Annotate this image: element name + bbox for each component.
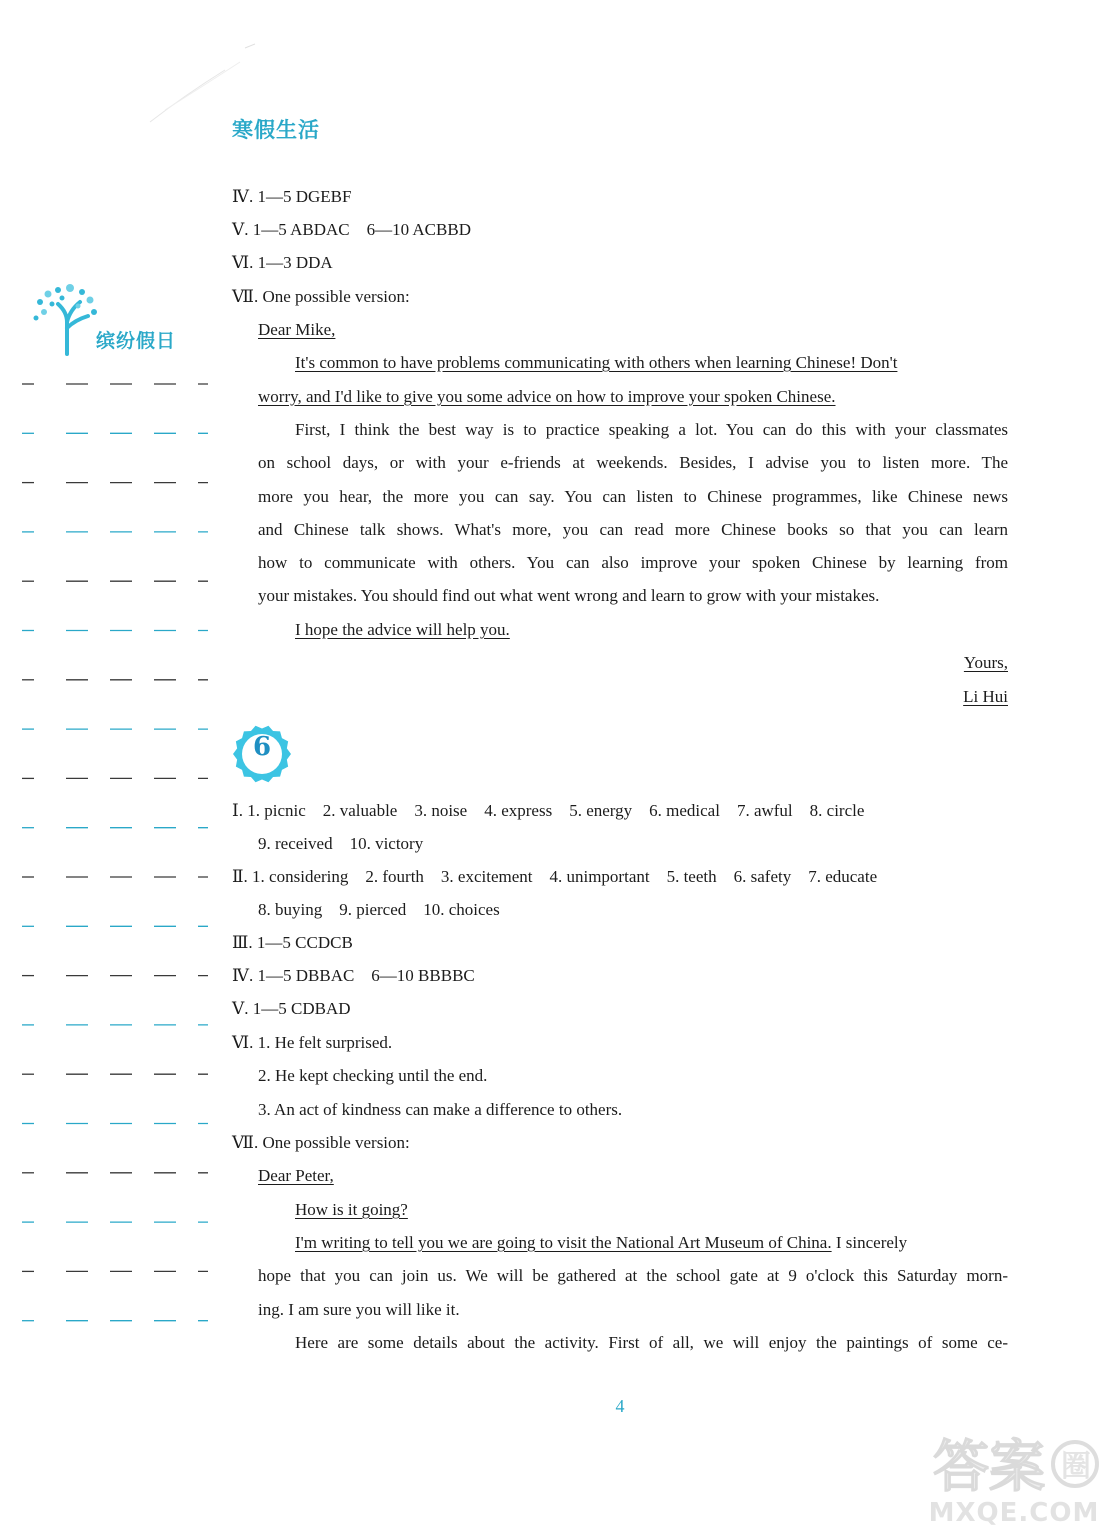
answer-line-v: Ⅴ. 1—5 CDBAD [232, 999, 351, 1018]
answer-line-vi: 2. He kept checking until the end. [258, 1066, 488, 1085]
svg-text:圈: 圈 [1061, 1449, 1091, 1484]
letter-closing: Yours, [963, 653, 1008, 672]
section-number: 6 [252, 732, 272, 762]
letter-text: I hope the advice will help you. [295, 620, 510, 639]
answer-line-ii: 8. buying 9. pierced 10. choices [258, 900, 500, 919]
letter-text: It's common to have problems communicating with others when learning Chinese! Don't [295, 353, 898, 372]
margin-dashed-lines [16, 370, 208, 1340]
letter-text: more you hear, the more you can say. You can listen to Chinese programmes, like Chinese news [258, 487, 1008, 506]
letter-text: I sincerely [831, 1233, 908, 1252]
answer-line-iv: Ⅳ. 1—5 DBBAC 6—10 BBBBC [232, 966, 475, 985]
logo-text: 缤纷假日 [96, 330, 177, 352]
answer-line-v: Ⅴ. 1—5 ABDAC 6—10 ACBBD [232, 220, 471, 239]
letter-text: First, I think the best way is to practice speaking a lot. You can do this with your classmates [295, 420, 1008, 439]
header-title: 寒假生活 [232, 118, 320, 142]
letter-text: I'm writing to tell you we are going to visit the National Art Museum of China. [295, 1233, 832, 1252]
letter-text: your mistakes. You should find out what went wrong and learn to grow with your mistakes. [258, 586, 880, 605]
watermark-text: MXQE.COM [928, 1498, 1100, 1528]
answer-line-i: Ⅰ. 1. picnic 2. valuable 3. noise 4. express 5. energy 6. medical 7. awful 8. circle [232, 801, 865, 820]
letter-text: on school days, or with your e-friends at weekends. Besides, I advise you to listen more. The [258, 453, 1008, 472]
letter-text: ing. I am sure you will like it. [258, 1300, 460, 1319]
answer-line-vi: 3. An act of kindness can make a difference to others. [258, 1100, 623, 1119]
letter-text: hope that you can join us. We will be gathered at the school gate at 9 o'clock this Saturday morn- [258, 1266, 1008, 1285]
letter-salutation: Dear Peter, [258, 1166, 334, 1185]
answer-line-i: 9. received 10. victory [258, 834, 424, 853]
page-number: 4 [615, 1396, 625, 1416]
answer-line-vii: Ⅶ. One possible version: [232, 1133, 410, 1152]
answer-line-vi: Ⅵ. 1—3 DDA [232, 253, 333, 272]
letter-text: and Chinese talk shows. What's more, you can read more Chinese books so that you can learn [258, 520, 1008, 539]
letter-salutation: Dear Mike, [258, 320, 336, 339]
answer-line-iii: Ⅲ. 1—5 CCDCB [232, 933, 353, 952]
letter-signature: Li Hui [963, 687, 1008, 706]
answer-line-vi: Ⅵ. 1. He felt surprised. [232, 1033, 393, 1052]
letter-text: How is it going? [295, 1200, 408, 1219]
answer-line-iv: Ⅳ. 1—5 DGEBF [232, 187, 352, 206]
answer-line-ii: Ⅱ. 1. considering 2. fourth 3. excitement 4. unimportant 5. teeth 6. safety 7. educate [232, 867, 878, 886]
answer-line-vii: Ⅶ. One possible version: [232, 287, 410, 306]
letter-text: Here are some details about the activity. First of all, we will enjoy the paintings of some ce- [295, 1333, 1008, 1352]
letter-text: worry, and I'd like to give you some advice on how to improve your spoken Chinese. [258, 387, 836, 406]
svg-text:答案: 答案 [933, 1435, 1045, 1500]
letter-text: how to communicate with others. You can also improve your spoken Chinese by learning from [258, 553, 1008, 572]
